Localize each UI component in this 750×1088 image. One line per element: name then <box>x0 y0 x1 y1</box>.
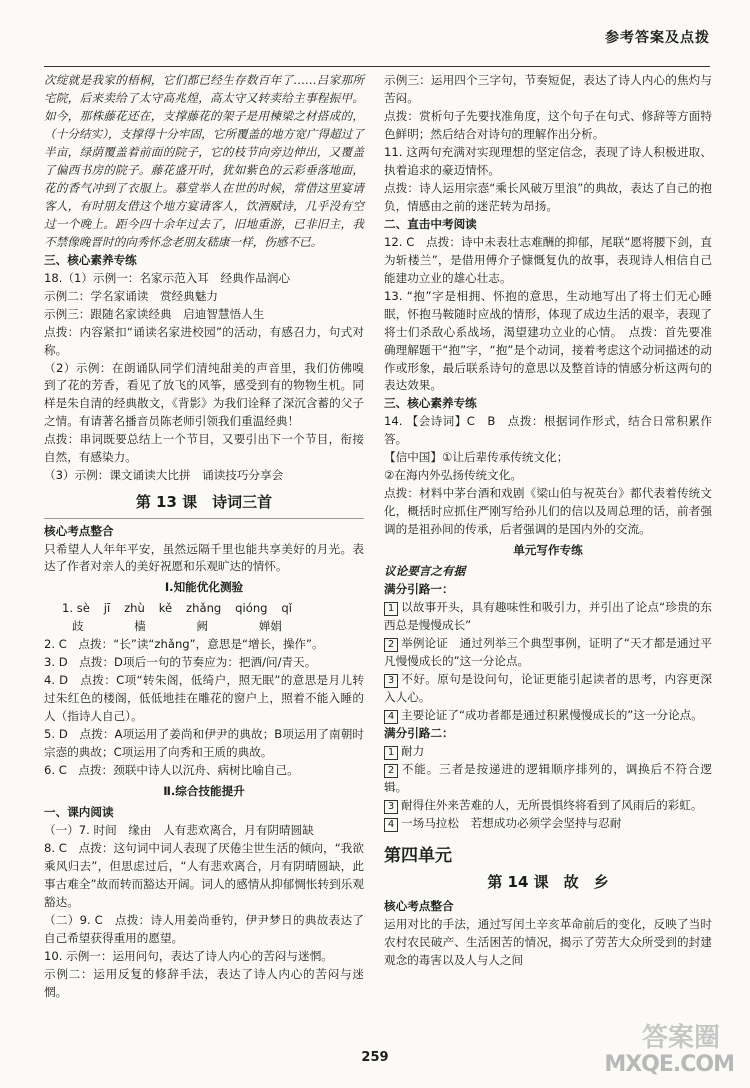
answer-item: 示例二：运用反复的修辞手法，表达了诗人内心的苦闷与迷惘。 <box>44 966 364 999</box>
answer-item: 6. C 点拨：颈联中诗人以沉舟、病树比喻自己。 <box>44 763 299 778</box>
right-column <box>384 72 712 970</box>
answer-item: 2. C 点拨：“长”读“zhǎng”，意思是“增长，操作”。 <box>44 637 324 652</box>
answer-item: 12. C 点拨：诗中未表壮志难酬的抑郁，尾联“愿将腰下剑，直为斩楼兰”，是借用傅介子慷慨复仇的故事，表现诗人相信自己能建功立业的雄心壮志。 <box>384 234 712 285</box>
writing-title: 单元写作专练 <box>513 543 583 558</box>
hanzi: 歧 <box>72 619 84 634</box>
answer-item: （二）9. C 点拨：诗人用姜尚垂钓，伊尹梦日的典故表达了自己希望获得重用的愿望。 <box>44 912 364 945</box>
hanzi: 阙 <box>196 619 209 634</box>
watermark-cn: 答案圈 <box>641 1022 720 1053</box>
mf-item: 3 耐得住外来苦难的人，无所畏惧终将看到了风雨后的彩虹。 <box>384 797 712 815</box>
section-title-exam: 二、直击中考阅读 <box>384 216 477 231</box>
core-title: 核心考点整合 <box>44 523 114 538</box>
mf-item: 4 主要论证了“成功者都是通过积累慢慢成长的”这一分论点。 <box>384 707 712 725</box>
answer-item: 13. “抱”字是相拥、怀抱的意思，生动地写出了将士们无心睡眠，怀抱马鞍随时应战的情形，体现了成边生活的艰辛，表现了将士们杀敌心系战场，渴望建功立业的心情。 点拨：首先要准确理解题干“抱”字，“抱”是个动词，接着考虑这个动词描述的动作或形象，最后联系诗句的意思以及整首诗的情感分析这两句的表达效果。 <box>384 288 712 393</box>
answer-item: 点拨：材料中茅台酒和戏剧《梁山伯与祝英台》都代表着传统文化，概括时应抓住严刚写给孙儿们的信以及周总理的话，前者强调的是祖孙间的传承，后者强调的是国内外的交流。 <box>384 486 712 537</box>
number-box-4: 4 <box>384 818 398 832</box>
hanzi: 樯 <box>134 619 146 634</box>
mf1-title: 满分引路一： <box>384 582 454 597</box>
core-title: 核心考点整合 <box>384 899 454 914</box>
part2-title: Ⅱ.综合技能提升 <box>163 784 245 799</box>
section-title-core: 三、核心素养专练 <box>384 396 477 411</box>
mf2-title: 满分引路二： <box>384 725 454 740</box>
mf-item: 2 不能。三者是按递进的逻辑顺序排列的，调换后不符合逻辑。 <box>384 761 712 794</box>
number-box-3: 3 <box>384 800 398 814</box>
mf-item: 3 不好。原句是设问句，论证更能引起读者的思考，内容更深入人心。 <box>384 671 712 704</box>
lesson-13-title: 第 13 课 诗词三首 <box>44 491 364 518</box>
q18-item: 示例二：学名家诵读 赏经典魅力 <box>44 288 218 303</box>
q18-item: 点拨：内容紧扣“诵读名家进校园”的活动，有感召力，句式对称。 <box>44 324 364 357</box>
unit-4-title: 第四单元 <box>384 845 452 866</box>
answer-item: 4. D 点拨：C项“转朱阁，低绮户，照无眠”的意思是月儿转过朱红色的楼阁，低低地挂在雕花的窗户上，照着不能入睡的人（指诗人自己）。 <box>44 673 364 724</box>
header-divider <box>44 66 710 67</box>
answer-item: （一）7. 时间 缘由 人有悲欢离合，月有阴晴圆缺 <box>44 823 314 838</box>
essay-paragraph: 次绽就是我家的梧桐，它们都已经生存数百年了……吕家那所宅院，后来卖给了太守高兆煌，高太守又转卖给主事程振甲。如今，那株藤花还在，支撑藤花的架子是用楝梁之材搭成的，（十分结实），支撑得十分牢固，它所覆盖的地方宽广得超过了半亩，绿荫覆盖着前面的院子，它的枝节向旁边伸出，又覆盖了偏西书房的院子。藤花盛开时，犹如紫色的云彩垂落地面，花的香气冲到了衣服上。慕堂举人在世的时候，常借这里宴请客人，有时朋友借这个地方宴请客人，饮酒赋诗，几乎没有空过一个晚上。距今四十余年过去了，旧地重游，已非旧主，我不禁像晚晋时的向秀怀念老朋友嵇康一样，伤感不已。 <box>44 73 364 249</box>
watermark: MXQE.COM <box>604 1051 734 1077</box>
answer-item: 3. D 点拨：D项后一句的节奏应为：把酒/问/青天。 <box>44 655 317 670</box>
core-text: 运用对比的手法，通过写闰土辛亥革命前后的变化，反映了当时农村农民破产、生活困苦的情况，揭示了劳苦大众所受到的封建观念的毒害以及人与人之间 <box>384 917 712 968</box>
pinyin: zhǎng <box>186 601 222 616</box>
answer-item: 示例三：运用四个三字句，节奏短促，表达了诗人内心的焦灼与苦闷。 <box>384 73 712 105</box>
pinyin: kě <box>158 601 173 616</box>
mf-item: 4 一场马拉松 若想成功必须学会坚持与忍耐 <box>384 815 712 833</box>
hanzi-row <box>44 618 282 636</box>
q18-item: 示例三：跟随名家读经典 启迪智慧悟人生 <box>44 306 265 321</box>
mf-item: 1 以故事开头，具有趣味性和吸引力，并引出了论点“珍贵的东西总是慢慢成长” <box>384 600 712 633</box>
section-title-core: 三、核心素养专练 <box>44 252 137 267</box>
reading-title: 一、课内阅读 <box>44 805 114 820</box>
number-box-4: 4 <box>384 710 398 724</box>
answer-item: 点拨：诗人运用宗悫“乘长风破万里浪”的典故，表达了自己的抱负，情感由之前的迷茫转为昂扬。 <box>384 180 712 213</box>
core-text: 只希望人人年年平安，虽然远隔千里也能共享美好的月光。表达了作者对亲人的美好祝愿和乐观旷达的情怀。 <box>44 541 364 574</box>
answer-item: 8. C 点拨：这句词中词人表现了厌倦尘世生活的倾向，“我欲乘风归去”，但思虑过后，“人有悲欢离合，月有阴晴圆缺，此事古难全”故而转而豁达开阔。词人的感情从抑郁惆怅转到乐观豁达。 <box>44 841 364 909</box>
q18-item: 18.（1）示例一：名家示范入耳 经典作品润心 <box>44 270 291 285</box>
writing-subtitle: 议论要言之有据 <box>384 564 466 579</box>
answer-item: 11. 这两句充满对实现理想的坚定信念，表现了诗人积极进取、执着追求的豪迈情怀。 <box>384 144 712 177</box>
number-box-1: 1 <box>384 602 398 616</box>
answer-item: 【信中国】①让后辈传承传统文化； <box>384 450 569 465</box>
q18-item: 点拨：串词既要总结上一个节目，又要引出下一个节目，衔接自然，有感染力。 <box>44 432 364 465</box>
part1-title: Ⅰ.知能优化测验 <box>164 580 244 595</box>
answer-item: 5. D 点拨：A项运用了姜尚和伊尹的典故；B项运用了南朝时宗悫的典故；C项运用了向秀和王质的典故。 <box>44 727 364 760</box>
page-number: 259 <box>361 1049 389 1065</box>
hanzi: 婵娟 <box>258 619 282 634</box>
pinyin: qǐ <box>281 601 292 616</box>
pinyin: zhù <box>124 601 145 616</box>
number-box-2: 2 <box>384 638 398 652</box>
q18-item: （3）示例：课文诵读大比拼 诵读技巧分享会 <box>44 468 284 483</box>
number-box-1: 1 <box>384 746 398 760</box>
number-box-2: 2 <box>384 764 398 778</box>
answer-item: 10. 示例一：运用问句，表达了诗人内心的苦闷与迷惘。 <box>44 948 333 963</box>
pinyin: qióng <box>235 601 268 616</box>
page-header: 参考答案及点拨 <box>605 30 710 46</box>
answer-item: 14. 【会诗词】C B 点拨：根据词作形式，结合日常积累作答。 <box>384 414 712 447</box>
answer-item: 点拨：赏析句子先要找准角度，这个句子在句式、修辞等方面特色鲜明；然后结合对诗句的理解作出分析。 <box>384 108 712 141</box>
number-box-3: 3 <box>384 674 398 688</box>
mf-item: 1 耐力 <box>384 743 712 761</box>
answer-item: ②在海内外弘扬传统文化。 <box>384 468 522 483</box>
q18-item: （2）示例：在朗诵队同学们清纯甜美的声音里，我们仿佛嗅到了花的芳香，看见了放飞的风筝，感受到有的物物生机。同样是朱自清的经典散文，《背影》为我们诠释了深沉含蓄的父子之情。有请著名播音员陈老师引领我们重温经典！ <box>44 360 364 429</box>
pinyin-row <box>44 600 292 618</box>
pinyin: 1. sè <box>62 601 90 616</box>
left-column <box>44 72 364 1002</box>
lesson-14-title: 第 14 课 故 乡 <box>487 873 609 892</box>
mf-item: 2 举例论证 通过列举三个典型事例，证明了“天才都是通过平凡慢慢成长的”这一分论点。 <box>384 636 712 668</box>
pinyin: jī <box>103 601 111 616</box>
